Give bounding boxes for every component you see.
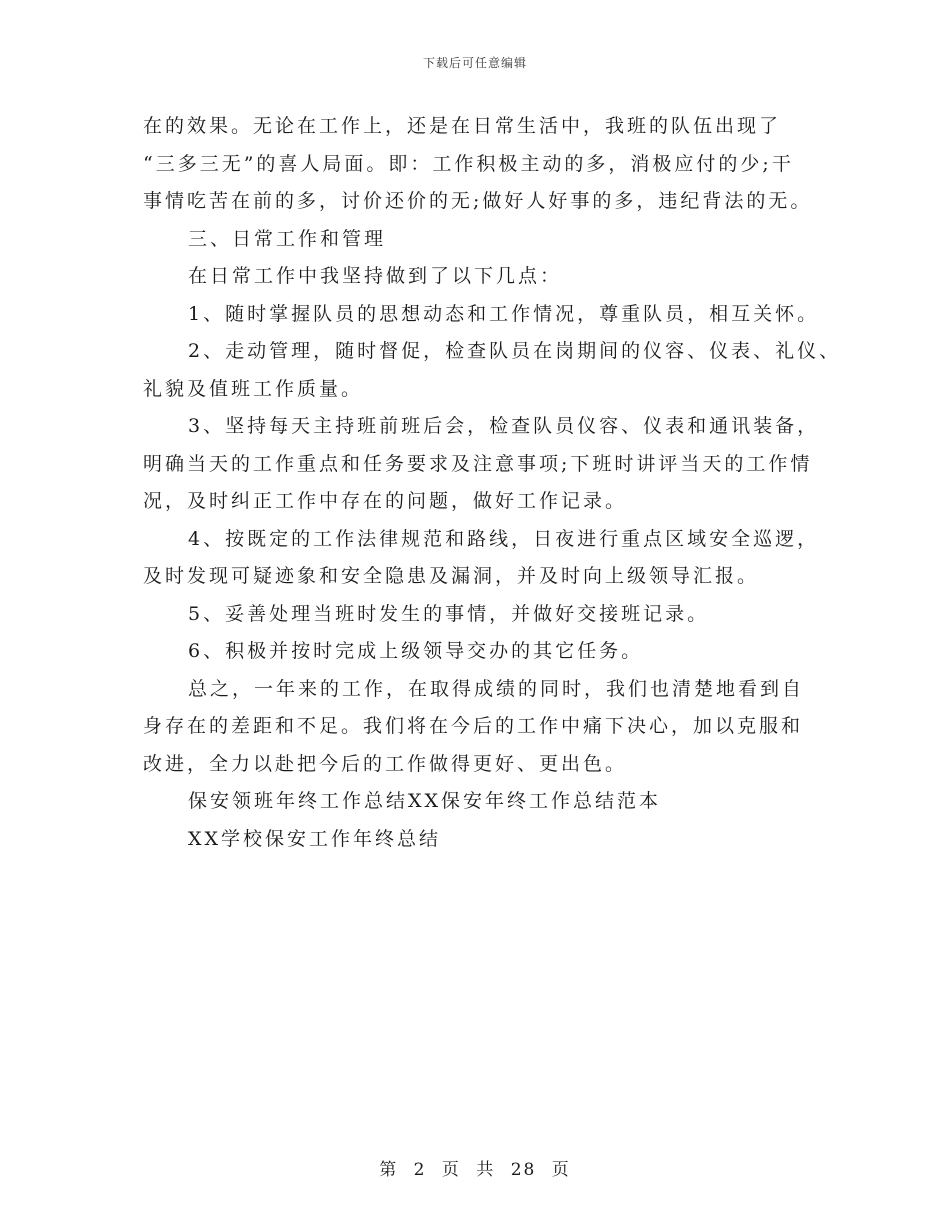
list-item: 1、随时掌握队员的思想动态和工作情况，尊重队员，相互关怀。 <box>188 302 820 325</box>
header-note: 下载后可任意编辑 <box>422 56 527 70</box>
text-line: 礼貌及值班工作质量。 <box>143 377 364 400</box>
text-line: 事情吃苦在前的多，讨价还价的无;做好人好事的多，违纪背法的无。 <box>143 190 813 212</box>
text-line: 总之，一年来的工作，在取得成绩的同时，我们也清楚地看到自 <box>188 677 805 700</box>
total-label: 共 <box>476 1160 496 1180</box>
page-label-suffix: 页 <box>551 1160 571 1180</box>
text-line: 在日常工作中我坚持做到了以下几点： <box>188 265 563 287</box>
text-line: 身存在的差距和不足。我们将在今后的工作中痛下决心，加以克服和 <box>143 715 804 737</box>
page-header <box>0 54 950 71</box>
text-line: 在的效果。无论在工作上，还是在日常生活中，我班的队伍出现了 <box>143 115 782 137</box>
section-heading: 三、日常工作和管理 <box>188 227 387 250</box>
list-item: 3、坚持每天主持班前班后会，检查队员仪容、仪表和通讯装备， <box>188 415 820 437</box>
page-label-prefix: 第 <box>379 1160 399 1180</box>
text-line: 及时发现可疑迹象和安全隐患及漏洞，并及时向上级领导汇报。 <box>143 565 760 587</box>
text-line: “三多三无”的喜人局面。即：工作积极主动的多，消极应付的少;干 <box>143 152 794 175</box>
related-title: 保安领班年终工作总结XX保安年终工作总结范本 <box>188 790 662 812</box>
page-label-mid: 页 <box>441 1160 461 1180</box>
total-pages: 28 <box>510 1160 537 1180</box>
page-number: 2 <box>413 1160 427 1180</box>
text-line: 改进，全力以赴把今后的工作做得更好、更出色。 <box>143 752 628 775</box>
list-item: 5、妥善处理当班时发生的事情，并做好交接班记录。 <box>188 602 710 625</box>
page-footer <box>0 1155 950 1180</box>
list-item: 4、按既定的工作法律规范和路线，日夜进行重点区域安全巡逻， <box>188 527 820 550</box>
text-line: 明确当天的工作重点和任务要求及注意事项;下班时讲评当天的工作情 <box>143 452 813 475</box>
related-title: XX学校保安工作年终总结 <box>188 827 442 850</box>
list-item: 6、积极并按时完成上级领导交办的其它任务。 <box>188 640 644 662</box>
text-line: 况，及时纠正工作中存在的问题，做好工作记录。 <box>143 490 628 512</box>
document-body <box>143 108 842 858</box>
list-item: 2、走动管理，随时督促，检查队员在岗期间的仪容、仪表、礼仪、 <box>188 340 842 362</box>
